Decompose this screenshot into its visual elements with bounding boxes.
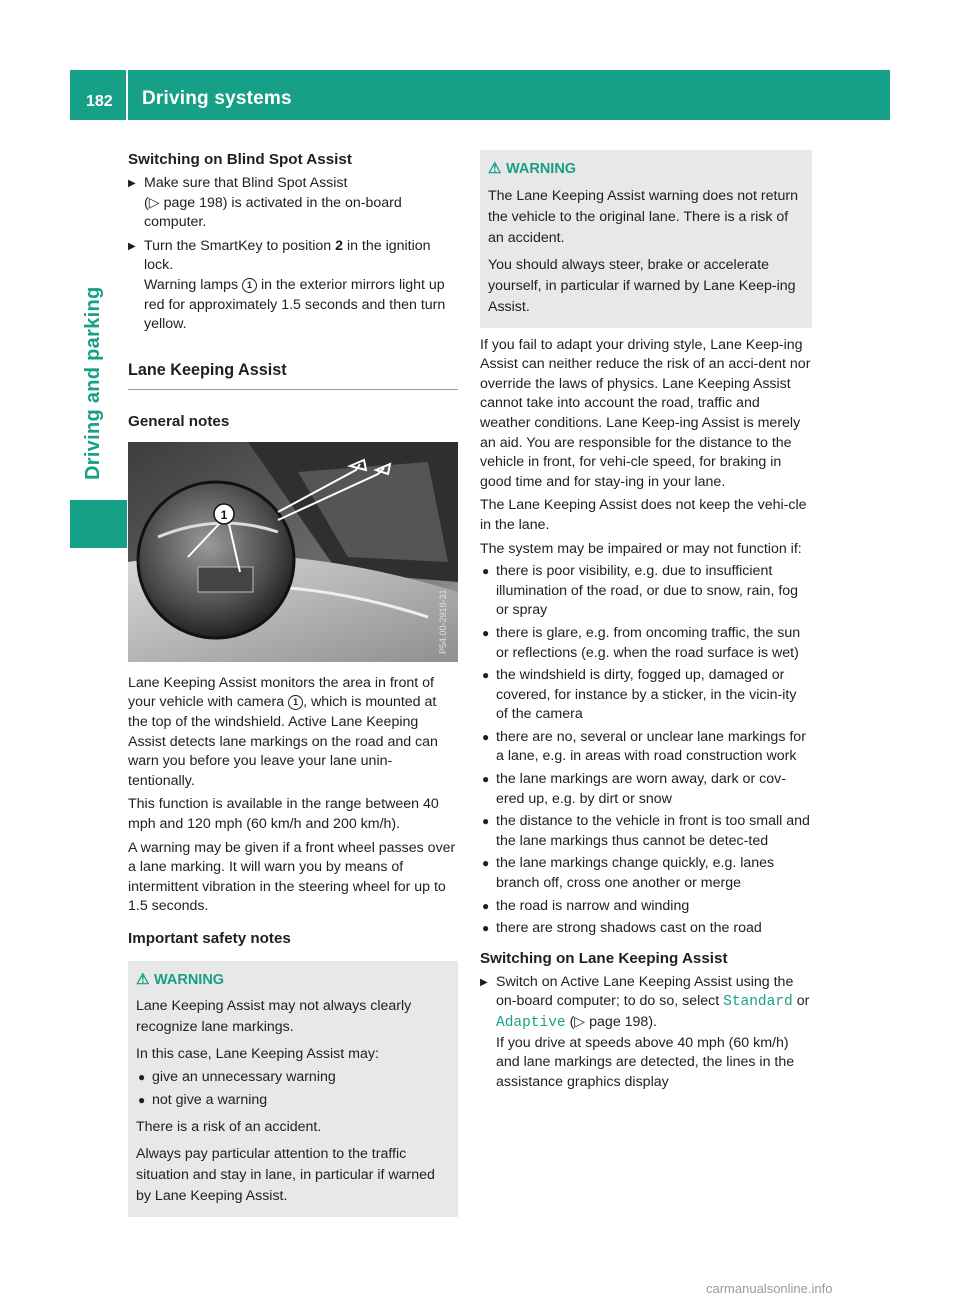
list-item: ● give an unnecessary warning	[138, 1069, 336, 1086]
warning-label: ⚠ WARNING	[488, 160, 577, 177]
list-item: ● there is poor visibility, e.g. due to insufficient illumination of the road, or due to snow, rain, fog or spray	[482, 563, 799, 619]
lka-heading: Lane Keeping Assist	[128, 360, 287, 379]
warning-icon: ⚠	[488, 160, 502, 177]
conditions-list	[480, 562, 812, 939]
list-item: ● the road is narrow and winding	[482, 897, 690, 914]
paragraph-impaired: The system may be impaired or may not function if:	[480, 540, 802, 557]
warning-box: ⚠ WARNING Lane Keeping Assist may not always clearly recognize lane markings. In this case, Lane Keeping Assist may: ● give an unnecessary warning ● not give a warning There is a risk of an accident. Always pay particular attention to the traffic situation and stay in lane, in particular if warned by Lane Keeping Assist.	[128, 961, 458, 1217]
blind-spot-heading: Switching on Blind Spot Assist	[128, 151, 352, 168]
figure-code: P54.00-2918-31	[438, 589, 448, 654]
list-item: ● not give a warning	[138, 1092, 268, 1109]
header-divider	[126, 70, 128, 120]
list-item: ● there are strong shadows cast on the road	[482, 920, 762, 937]
option-standard: Standard	[723, 994, 793, 1011]
left-column	[128, 150, 458, 1217]
camera-location-photo	[128, 442, 458, 662]
svg-text:1: 1	[220, 507, 228, 522]
warning-label: ⚠ WARNING	[136, 970, 225, 988]
sidebar-chapter-marker	[70, 500, 127, 548]
section-title: Driving systems	[142, 88, 292, 109]
step-make-sure: ▶ Make sure that Blind Spot Assist (▷ page 198) is activated in the on-board computer.	[128, 174, 458, 233]
callout-1-icon: 1	[242, 278, 257, 293]
list-item: ● the lane markings change quickly, e.g. lanes branch off, cross one another or merge	[482, 855, 775, 892]
list-item: ● there are no, several or unclear lane markings for a lane, e.g. in areas with road construction work	[482, 728, 806, 765]
right-column	[480, 150, 812, 1092]
paragraph-camera: Lane Keeping Assist monitors the area in front of your vehicle with camera 1 , which is mounted at the top of the windshield. Active Lane Keeping Assist detects lane markings on the road and can warn you before you leave your lane unin-tentionally.	[128, 674, 438, 789]
page-header	[70, 70, 890, 120]
vehicle-windshield-illustration	[128, 442, 458, 662]
footer-site: carmanualsonline.info	[706, 1281, 833, 1296]
list-item: ● the distance to the vehicle in front is too small and the lane markings thus cannot be detec-ted	[482, 813, 810, 849]
list-item: ● there is glare, e.g. from oncoming traffic, the sun or reflections (e.g. when the road surface is wet)	[482, 624, 801, 661]
switch-on-lka-heading: Switching on Lane Keeping Assist	[480, 949, 728, 967]
general-notes-heading: General notes	[128, 412, 230, 430]
step-switch-on-lka: ▶ Switch on Active Lane Keeping Assist using the on-board computer; to do so, select Standard or Adaptive (▷ page 198). If you drive at speeds above 40 mph (60 km/h) and lane markings are detected, the lines in the assistance graphics display	[480, 973, 812, 1093]
callout-1-icon: 1	[288, 695, 303, 710]
paragraph-limits: If you fail to adapt your driving style, Lane Keep-ing Assist can neither reduce the risk of an acci-dent nor override the laws of physics. Lane Keeping Assist cannot take into account the road, traffic and weather conditions. Lane Keep-ing Assist is merely an aid. You are responsible for the distance to the vehicle in front, for vehi-cle speed, for braking in good time and for stay-ing in your lane.	[480, 336, 811, 490]
option-adaptive: Adaptive	[496, 1015, 566, 1031]
sidebar-chapter-label: Driving and parking	[82, 286, 104, 480]
step-turn-smartkey: ▶ Turn the SmartKey to position 2 in the ignition lock. Warning lamps 1 in the exterior mirrors light up red for approximately 1.5 seconds and then turn yellow.	[128, 237, 458, 335]
list-item: ● the windshield is dirty, fogged up, damaged or covered, for instance by a sticker, in the vicin-ity of the camera	[482, 667, 797, 723]
paragraph-no-lane-keep: The Lane Keeping Assist does not keep the vehi-cle in the lane.	[480, 497, 807, 533]
warning-box: ⚠ WARNING The Lane Keeping Assist warning does not return the vehicle to the original lane. There is a risk of an accident. You should always steer, brake or accelerate yourself, in particular if warned by Lane Keep-ing Assist.	[480, 150, 812, 328]
safety-notes-heading: Important safety notes	[128, 929, 291, 947]
list-item: ● the lane markings are worn away, dark or cov-ered up, e.g. by dirt or snow	[482, 771, 786, 807]
page-number: 182	[86, 93, 113, 110]
paragraph-warning-vibration: A warning may be given if a front wheel passes over a lane marking. It will warn you by means of intermittent vibration in the steering wheel for up to 1.5 seconds.	[128, 839, 456, 915]
paragraph-speed-range: This function is available in the range between 40 mph and 120 mph (60 km/h and 200 km/h).	[128, 796, 439, 832]
warning-icon: ⚠	[136, 970, 150, 988]
